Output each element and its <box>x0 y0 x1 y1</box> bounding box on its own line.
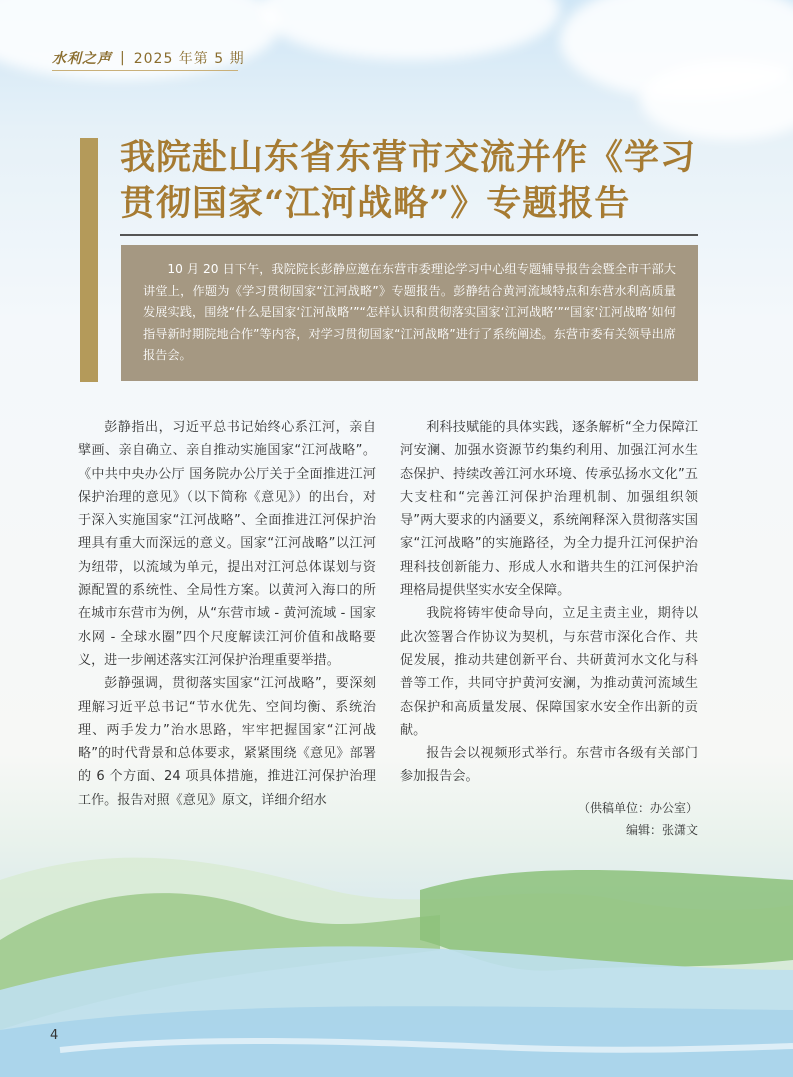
header-separator: | <box>120 50 126 66</box>
cloud-decoration <box>260 0 560 60</box>
header-divider <box>52 70 238 71</box>
page-number: 4 <box>50 1028 59 1043</box>
cloud-decoration <box>640 60 793 140</box>
river-landscape-illustration <box>0 820 793 1077</box>
article-title: 我院赴山东省东营市交流并作《学习贯彻国家“江河战略”》专题报告 <box>120 137 697 224</box>
body-paragraph: 利科技赋能的具体实践，逐条解析“全力保障江河安澜、加强水资源节约集约利用、加强江河水生态保护、持续改善江河水环境、传承弘扬水文化”五大支柱和“完善江河保护治理机制、加强组织领导”两大要求的内涵要义，系统阐释深入贯彻落实国家“江河战略”的实施路径，为全力提升江河保护治理科技创新能力、形成人水和谐共生的江河保护治理格局提供坚实水安全保障。 <box>400 420 698 599</box>
body-paragraph: 报告会以视频形式举行。东营市各级有关部门参加报告会。 <box>400 746 698 785</box>
issue-label: 2025 年第 5 期 <box>133 51 245 67</box>
article-abstract: 10 月 20 日下午，我院院长彭静应邀在东营市委理论学习中心组专题辅导报告会暨全市干部大讲堂上，作题为《学习贯彻国家“江河战略”》专题报告。彭静结合黄河流域特点和东营水利高质量发展实践，围绕“什么是国家‘江河战略’”“怎样认识和贯彻落实国家‘江河战略’”“国家‘江河战略’如何指导新时期院地合作”等内容，对学习贯彻国家“江河战略”进行了系统阐述。东营市委有关领导出席报告会。 <box>121 245 698 381</box>
body-paragraph: 彭静强调，贯彻落实国家“江河战略”，要深刻理解习近平总书记“节水优先、空间均衡、系统治理、两手发力”治水思路，牢牢把握国家“江河战略”的时代背景和总体要求，紧紧围绕《意见》部署的 6 个方面、24 项具体措施，推进江河保护治理工作。报告对照《意见》原文，详细介绍水 <box>78 676 376 808</box>
credit-source: （供稿单位：办公室） <box>577 800 698 815</box>
magazine-header <box>52 48 245 68</box>
magazine-name: 水利之声 <box>52 51 112 67</box>
cloud-decoration <box>0 0 280 80</box>
body-paragraph: 彭静指出，习近平总书记始终心系江河，亲自擘画、亲自确立、亲自推动实施国家“江河战略”。《中共中央办公厅 国务院办公厅关于全面推进江河保护治理的意见》（以下简称《意见》）的出台，对于深入实施国家“江河战略”、全面推进江河保护治理具有重大而深远的意义。国家“江河战略”以江河为纽带，以流域为单元，提出对江河总体谋划与资源配置的系统性、全局性方案。以黄河入海口的所在城市东营市为例，从“东营市域 - 黄河流域 - 国家水网 - 全球水圈”四个尺度解读江河价值和战略要义，进一步阐述落实江河保护治理重要举措。 <box>78 420 376 668</box>
body-paragraph: 我院将铸牢使命导向，立足主责主业，期待以此次签署合作协议为契机，与东营市深化合作、共促发展，推动共建创新平台、共研黄河水文化与科普等工作，共同守护黄河安澜，为推动黄河流域生态保护和高质量发展、保障国家水安全作出新的贡献。 <box>400 606 698 738</box>
left-column <box>78 416 376 812</box>
title-accent-bar <box>80 138 98 382</box>
credit-editor: 编辑：张潇文 <box>625 822 698 837</box>
right-column <box>400 416 698 841</box>
title-divider <box>120 234 698 236</box>
